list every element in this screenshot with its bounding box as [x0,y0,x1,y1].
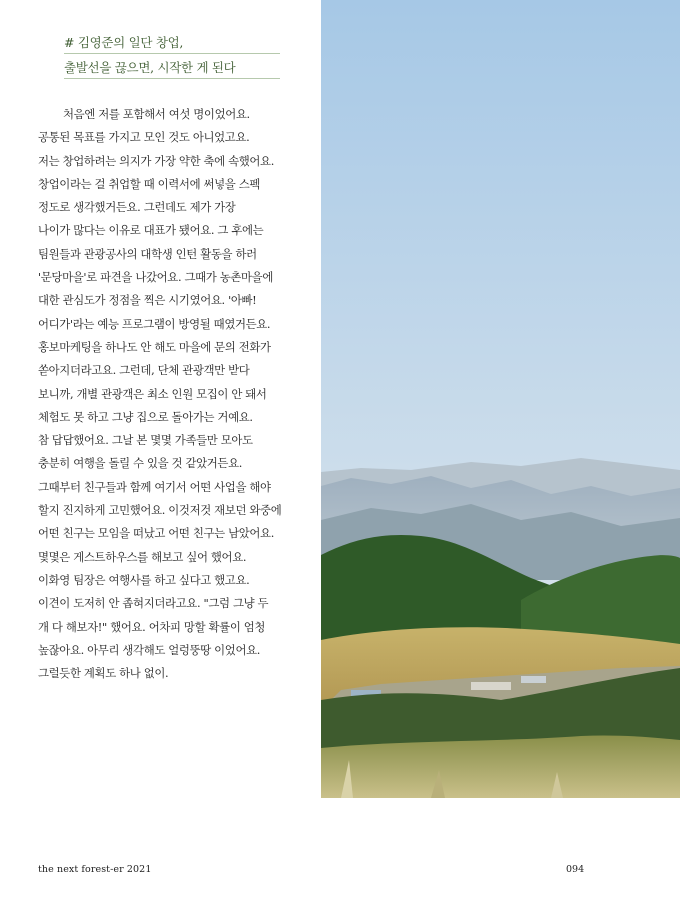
body-line: 높잖아요. 아무리 생각해도 얼렁뚱땅 이었어요. [38,642,261,657]
body-line: 참 답답했어요. 그날 본 몇몇 가족들만 모아도 [38,433,253,448]
body-line: 어디가'라는 예능 프로그램이 방영될 때였거든요. [38,316,271,331]
mountain-landscape-photo [321,0,680,798]
body-line: 그때부터 친구들과 함께 여기서 어떤 사업을 해야 [38,479,271,494]
body-line: 체험도 못 하고 그냥 집으로 돌아가는 거예요. [38,409,253,424]
body-line: 보니까, 개별 관광객은 최소 인원 모집이 안 돼서 [38,386,267,401]
body-line: 나이가 많다는 이유로 대표가 됐어요. 그 후에는 [38,223,264,238]
body-line: 창업이라는 걸 취업할 때 이력서에 써넣을 스펙 [38,176,261,191]
section-heading-line-1: # 김영준의 일단 창업, [64,35,280,54]
body-line: 개 다 해보자!" 했어요. 어차피 망할 확률이 엄청 [38,619,266,634]
body-line: 대한 관심도가 정점을 찍은 시기였어요. '아빠! [38,293,257,308]
section-heading-line-2: 출발선을 끊으면, 시작한 게 된다 [64,60,280,79]
article-body [38,103,300,685]
body-line: 할지 진지하게 고민했어요. 이것저것 재보던 와중에 [38,503,282,518]
building [521,676,546,683]
body-line: 그럴듯한 계획도 하나 없이. [38,666,169,681]
building [471,682,511,690]
body-line: 이화영 팀장은 여행사를 하고 싶다고 했고요. [38,572,250,587]
body-line: 팀원들과 관광공사의 대학생 인턴 활동을 하러 [38,246,257,261]
body-line: 충분히 여행을 돌릴 수 있을 것 같았거든요. [38,456,243,471]
body-line: 몇몇은 게스트하우스를 해보고 싶어 했어요. [38,549,247,564]
section-heading [64,35,280,85]
body-line: 이견이 도저히 안 좁혀지더라고요. "그럼 그냥 두 [38,596,269,611]
body-line: '문당마을'로 파견을 나갔어요. 그때가 농촌마을에 [38,270,273,285]
body-line: 공통된 목표를 가지고 모인 것도 아니었고요. [38,130,250,145]
body-line: 정도로 생각했거든요. 그런데도 제가 가장 [38,200,236,215]
body-line: 쏟아지더라고요. 그런데, 단체 관광객만 받다 [38,363,250,378]
body-line: 홍보마케팅을 하나도 안 해도 마을에 문의 전화가 [38,339,271,354]
body-line: 처음엔 저를 포함해서 여섯 명이었어요. [63,107,250,121]
publication-name: the next forest-er 2021 [38,864,152,875]
foreground-grass [321,735,680,798]
page-number: 094 [566,864,585,875]
body-line: 어떤 친구는 모임을 떠났고 어떤 친구는 남았어요. [38,526,274,541]
body-line: 저는 창업하려는 의지가 가장 약한 축에 속했어요. [38,153,274,168]
